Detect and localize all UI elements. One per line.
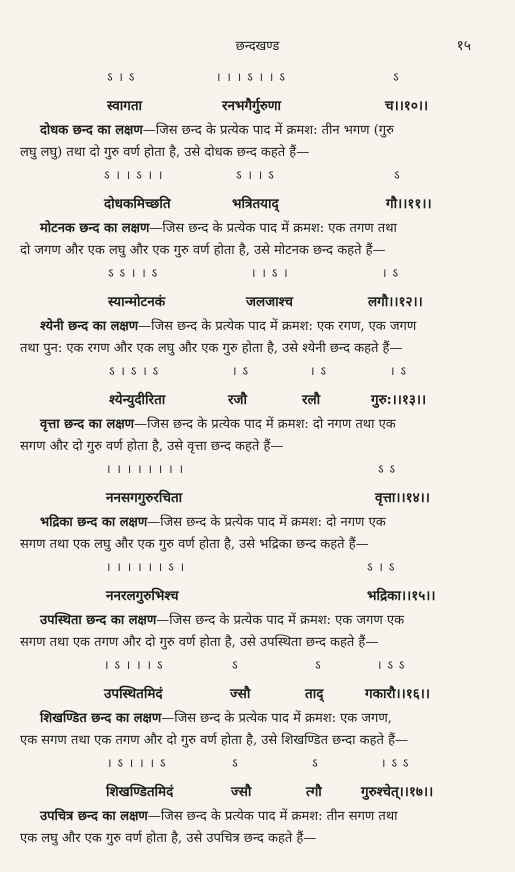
- paragraph-line: [40, 316, 490, 338]
- page-number: १५: [456, 38, 471, 54]
- verse-segment: त्गौ: [306, 784, 322, 800]
- paragraph-text: सगण और दो गुरु वर्ण होता है, उसे वृत्ता छन्द कहते हैं—: [20, 439, 284, 454]
- meter-marks: । ऽ । । । ऽ: [104, 658, 164, 672]
- page-header: [0, 36, 515, 56]
- paragraph-text: —जिस छन्द के प्रत्येक पाद में क्रमश: एक रगण, एक जगण: [138, 319, 417, 334]
- verse-segment: भद्रिका।।१५।।: [367, 588, 436, 604]
- verse-segment: ननसगगुरुरचिता: [106, 490, 183, 506]
- paragraph-line: [20, 338, 490, 360]
- chhand-term: उपस्थिता छन्द का लक्षण: [40, 613, 157, 628]
- paragraph-line: [40, 806, 490, 828]
- paragraph-text: दो जगण और एक लघु और एक गुरु वर्ण होता है, उसे मोटनक छन्द कहते हैं—: [20, 243, 386, 258]
- definition-paragraph: [20, 414, 490, 458]
- verse-segment: रलौ: [302, 392, 321, 408]
- paragraph-line: [20, 240, 490, 262]
- paragraph-text: एक सगण तथा एक तगण और दो गुरु वर्ण होता है, उसे शिखण्डित छन्दा कहते हैं—: [20, 733, 408, 748]
- verse-segment: दोधकमिच्छति: [104, 196, 171, 212]
- definition-paragraph: [20, 218, 490, 262]
- paragraph-line: [20, 730, 490, 752]
- paragraph-text: सगण तथा एक लघु और एक गुरु वर्ण होता है, उसे भद्रिका छन्द कहते हैं—: [20, 537, 369, 552]
- meter-marks: ऽ । ऽ । ऽ: [109, 364, 160, 378]
- paragraph-line: [40, 512, 490, 534]
- meter-marks: । ऽ: [390, 364, 407, 378]
- meter-marks: । ऽ ऽ: [381, 756, 410, 770]
- paragraph-text: —जिस छन्द के प्रत्येक पाद में क्रमश: तीन सगण तथा: [147, 809, 398, 824]
- chhand-term: मोटनक छन्द का लक्षण: [40, 221, 150, 236]
- definition-paragraph: [20, 806, 490, 850]
- meter-marks: । । । । । । ऽ ।: [106, 560, 186, 574]
- verse-segment: जलजाश्च: [246, 294, 293, 310]
- chhand-term: भद्रिका छन्द का लक्षण: [40, 515, 148, 530]
- paragraph-line: [40, 120, 490, 142]
- verse-segment: रजौ: [228, 392, 248, 408]
- definition-paragraph: [20, 512, 490, 556]
- verse-segment: ननरलगुरुभिश्च: [106, 588, 179, 604]
- chhand-term: दोधक छन्द का लक्षण: [40, 123, 143, 138]
- verse-segment: ताद्: [305, 686, 324, 702]
- meter-marks: । ऽ: [382, 266, 399, 280]
- verse-segment: स्वागता: [107, 98, 143, 114]
- meter-marks: ऽ: [232, 756, 239, 770]
- paragraph-text: —जिस छन्द के प्रत्येक पाद में क्रमश: एक जगण एक: [156, 613, 405, 628]
- verse-segment: गुरु:।।१३।।: [371, 392, 427, 408]
- paragraph-line: [40, 414, 490, 436]
- meter-marks: ऽ: [393, 70, 400, 84]
- paragraph-text: —जिस छन्द के प्रत्येक पाद में क्रमश: एक जगण,: [161, 711, 392, 726]
- definition-paragraph: [20, 708, 490, 752]
- verse-segment: स्यान्मोटनकं: [108, 294, 166, 310]
- paragraph-line: [20, 828, 490, 850]
- paragraph-line: [40, 708, 490, 730]
- meter-marks: ऽ: [394, 168, 401, 182]
- paragraph-text: —जिस छन्द के प्रत्येक पाद में क्रमश: तीन भगण (गुरु: [142, 123, 394, 138]
- chhand-term: उपचित्र छन्द का लक्षण: [40, 809, 148, 824]
- meter-marks: । ऽ: [310, 364, 327, 378]
- meter-marks: ऽ । । ऽ: [236, 168, 275, 182]
- meter-marks: ऽ ऽ: [378, 462, 397, 476]
- paragraph-line: [20, 534, 490, 556]
- meter-marks: । । । ऽ । । ऽ: [216, 70, 286, 84]
- verse-segment: वृत्ता।।१४।।: [375, 490, 430, 506]
- paragraph-line: [40, 218, 490, 240]
- verse-segment: गुरुश्चेत्।।१७।।: [361, 784, 434, 800]
- meter-marks: । । । । । । । ।: [106, 462, 185, 476]
- meter-marks: ऽ ऽ । । ऽ: [108, 266, 159, 280]
- definition-paragraph: [20, 120, 490, 164]
- verse-segment: रनभगैर्गुरुणा: [222, 98, 282, 114]
- meter-marks: ऽ । ऽ: [367, 560, 396, 574]
- paragraph-line: [20, 142, 490, 164]
- meter-marks: ऽ । ऽ: [107, 70, 136, 84]
- verse-segment: ज्सौ: [231, 784, 252, 800]
- paragraph-text: तथा पुन: एक रगण और एक लघु और एक गुरु होता है, उसे श्येनी छन्द कहते हैं—: [20, 341, 403, 356]
- chhand-term: श्येनी छन्द का लक्षण: [40, 319, 139, 334]
- verse-segment: ज्सौ: [230, 686, 251, 702]
- meter-marks: । ऽ । । । ऽ: [107, 756, 167, 770]
- verse-segment: श्येन्युदीरिता: [109, 392, 166, 408]
- verse-segment: उपस्थितमिदं: [104, 686, 163, 702]
- chhand-term: शिखण्डित छन्द का लक्षण: [40, 711, 162, 726]
- verse-segment: गकारौ।।१६।।: [365, 686, 430, 702]
- definition-paragraph: [20, 316, 490, 360]
- verse-segment: च।।१०।।: [385, 98, 429, 114]
- meter-marks: ऽ । । ऽ । ।: [104, 168, 164, 182]
- verse-segment: गौ।।११।।: [386, 196, 432, 212]
- meter-marks: । । ऽ ।: [251, 266, 289, 280]
- paragraph-text: —जिस छन्द के प्रत्येक पाद में क्रमश: एक तगण तथा: [149, 221, 397, 236]
- verse-segment: भत्रितयाद्: [232, 196, 279, 212]
- meter-marks: । ऽ: [232, 364, 249, 378]
- paragraph-text: एक लघु और एक गुरु वर्ण होता है, उसे उपचित्र छन्द कहते हैं—: [20, 831, 317, 846]
- paragraph-text: —जिस छन्द के प्रत्येक पाद में क्रमश: दो नगण एक: [147, 515, 386, 530]
- chhand-term: वृत्ता छन्द का लक्षण: [40, 417, 135, 432]
- paragraph-text: —जिस छन्द के प्रत्येक पाद में क्रमश: दो नगण तथा एक: [134, 417, 396, 432]
- definition-paragraph: [20, 610, 490, 654]
- paragraph-line: [20, 632, 490, 654]
- verse-segment: शिखण्डितमिदं: [106, 784, 174, 800]
- meter-marks: ऽ: [315, 658, 322, 672]
- paragraph-line: [40, 610, 490, 632]
- chapter-title: छन्दखण्ड: [235, 39, 280, 54]
- verse-segment: लगौ।।१२।।: [368, 294, 423, 310]
- paragraph-text: सगण तथा एक तगण और दो गुरु वर्ण होता है, उसे उपस्थिता छन्द कहते हैं—: [20, 635, 379, 650]
- paragraph-line: [20, 436, 490, 458]
- meter-marks: ऽ: [232, 658, 239, 672]
- paragraph-text: लघु लघु) तथा दो गुरु वर्ण होता है, उसे दोधक छन्द कहते हैं—: [20, 145, 310, 160]
- meter-marks: ऽ: [312, 756, 319, 770]
- meter-marks: । ऽ ऽ: [377, 658, 406, 672]
